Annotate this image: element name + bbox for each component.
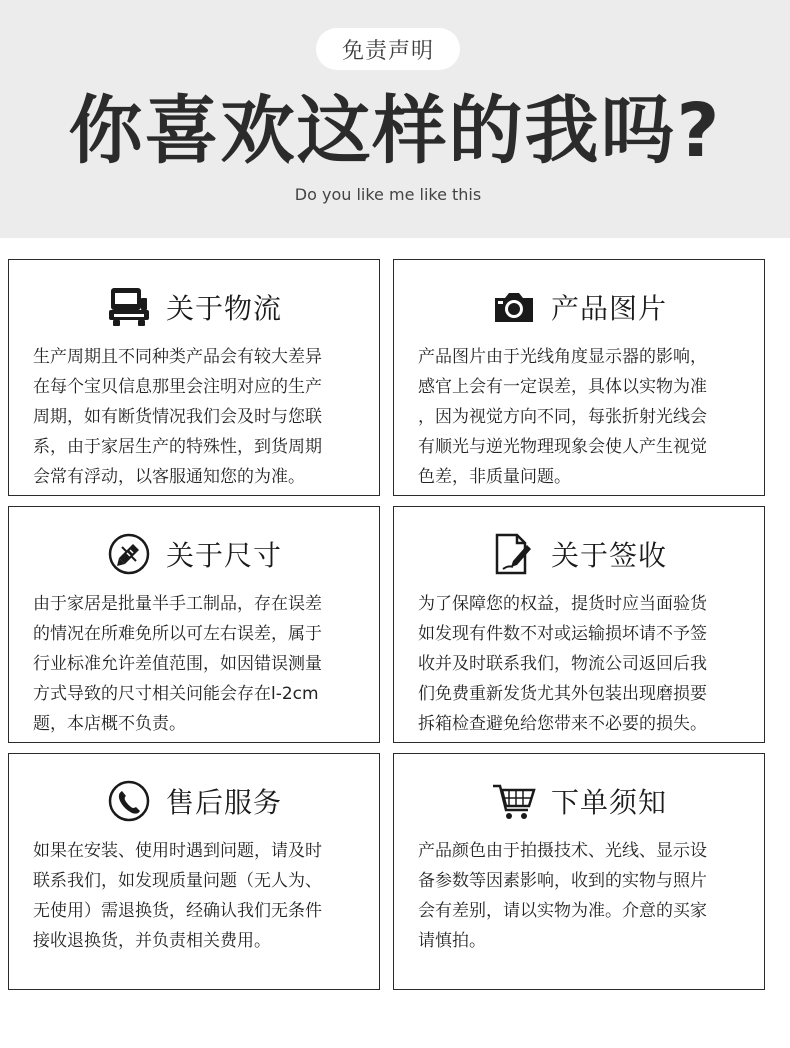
text-line: 备参数等因素影响，收到的实物与照片 [418, 871, 707, 891]
text-line: 周期，如有断货情况我们会及时与您联 [33, 407, 322, 427]
text-line: 如发现有件数不对或运输损坏请不予签 [418, 624, 707, 644]
text-line: 方式导致的尺寸相关问能会存在l-2cm [33, 684, 319, 704]
text-line: 如果在安装、使用时遇到问题，请及时 [33, 841, 322, 861]
card-title: 售后服务 [165, 786, 282, 819]
text-line: 会常有浮动，以客服通知您的为准。 [33, 467, 305, 487]
card-title: 关于物流 [165, 292, 282, 325]
card-title: 关于签收 [550, 539, 667, 572]
header-banner [0, 0, 790, 238]
card-text [33, 836, 367, 956]
document-sign-icon [491, 531, 537, 577]
card-logistics [8, 259, 380, 496]
card-title: 产品图片 [550, 292, 667, 325]
disclaimer-badge: 免责声明 [316, 28, 460, 70]
truck-icon [106, 284, 152, 330]
text-line: 由于家居是批量半手工制品，存在误差 [33, 594, 322, 614]
card-text [418, 342, 752, 492]
text-line: ，因为视觉方向不同，每张折射光线会 [418, 407, 707, 427]
pencil-ruler-icon [106, 531, 152, 577]
text-line: 产品颜色由于拍摄技术、光线、显示设 [418, 841, 707, 861]
text-line: 拆箱检查避免给您带来不必要的损失。 [418, 714, 707, 734]
page-subtitle: Do you like me like this [294, 185, 482, 204]
text-line: 会有差别，请以实物为准。介意的买家 [418, 901, 707, 921]
text-line: 产品图片由于光线角度显示器的影响， [418, 347, 707, 367]
card-title: 关于尺寸 [165, 539, 282, 572]
card-signing [393, 506, 765, 743]
card-text [418, 589, 752, 739]
text-line: 系，由于家居生产的特殊性，到货周期 [33, 437, 322, 457]
text-line: 接收退换货，并负责相关费用。 [33, 931, 271, 951]
text-line: 色差，非质量问题。 [418, 467, 571, 487]
text-line: 行业标准允许差值范围，如因错误测量 [33, 654, 322, 674]
text-line: 联系我们，如发现质量问题（无人为、 [33, 871, 322, 891]
text-line: 感官上会有一定误差，具体以实物为准 [418, 377, 707, 397]
text-line: 生产周期且不同种类产品会有较大差异 [33, 347, 322, 367]
text-line: 题，本店概不负责。 [33, 714, 186, 734]
phone-icon [106, 778, 152, 824]
page-title: 你喜欢这样的我吗? [68, 88, 722, 174]
shopping-cart-icon [491, 778, 537, 824]
card-title: 下单须知 [550, 786, 667, 819]
camera-icon [491, 284, 537, 330]
text-line: 们免费重新发货尤其外包装出现磨损要 [418, 684, 707, 704]
card-text [418, 836, 752, 956]
card-product-images [393, 259, 765, 496]
card-size [8, 506, 380, 743]
text-line: 的情况在所难免所以可左右误差，属于 [33, 624, 322, 644]
text-line: 收并及时联系我们，物流公司返回后我 [418, 654, 707, 674]
card-ordering-notice [393, 753, 765, 990]
text-line: 请慎拍。 [418, 931, 486, 951]
card-text [33, 589, 367, 739]
text-line: 无使用）需退换货，经确认我们无条件 [33, 901, 322, 921]
text-line: 有顺光与逆光物理现象会使人产生视觉 [418, 437, 707, 457]
card-after-sales [8, 753, 380, 990]
card-text [33, 342, 367, 492]
text-line: 在每个宝贝信息那里会注明对应的生产 [33, 377, 322, 397]
text-line: 为了保障您的权益，提货时应当面验货 [418, 594, 707, 614]
